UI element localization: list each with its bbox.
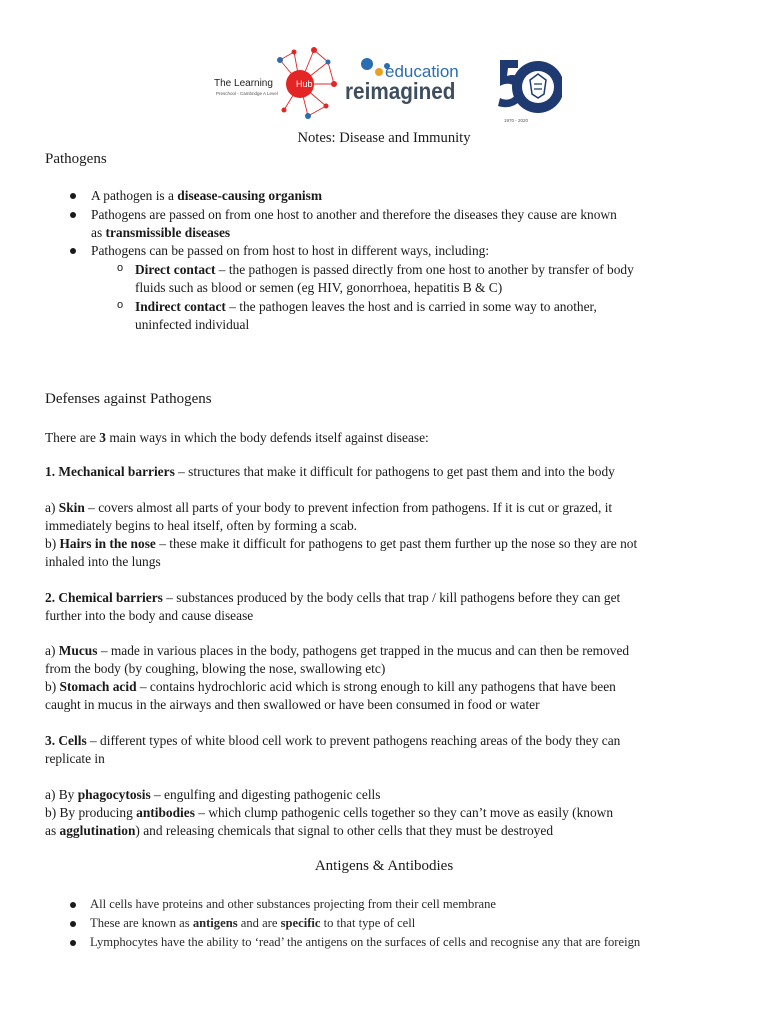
pathogen-bullet-2-line-1: Pathogens are passed on from one host to another and therefore the diseases they cause are known bbox=[91, 207, 617, 222]
anniversary-emblem-icon bbox=[492, 50, 562, 122]
antigens-bullet-1: All cells have proteins and other substances projecting from their cell membrane bbox=[90, 897, 497, 911]
bullet-dot bbox=[70, 921, 76, 927]
direct-contact-line-1: Direct contact – the pathogen is passed directly from one host to another by transfer of body bbox=[135, 262, 634, 277]
antibodies-line-1: b) By producing antibodies – which clump pathogenic cells together so they can’t move as easily (known bbox=[45, 805, 614, 820]
anniversary-50-logo bbox=[492, 50, 562, 122]
hairs-line-1: b) Hairs in the nose – these make it difficult for pathogens to get past them further up the nose so they are not bbox=[45, 536, 638, 551]
bullet-dot bbox=[70, 248, 76, 254]
antigens-bullet-2: These are known as antigens and are specific to that type of cell bbox=[90, 916, 416, 930]
education-reimagined-logo bbox=[345, 56, 495, 116]
hairs-line-2: inhaled into the lungs bbox=[45, 554, 161, 569]
sub-bullet-marker: o bbox=[117, 262, 124, 274]
defenses-intro: There are 3 main ways in which the body defends itself against disease: bbox=[45, 430, 429, 445]
stomach-acid-line-2: caught in mucus in the airways and then swallowed or have been consumed in food or water bbox=[45, 697, 540, 712]
hub-name: The Learning bbox=[214, 78, 273, 89]
pathogen-bullet-3: Pathogens can be passed on from host to host in different ways, including: bbox=[91, 243, 490, 258]
chemical-barriers-line-2: further into the body and cause disease bbox=[45, 608, 254, 623]
bullet-dot bbox=[70, 940, 76, 946]
anniversary-years: 1970 - 2020 bbox=[504, 118, 529, 123]
antigens-bullet-3: Lymphocytes have the ability to ‘read’ the antigens on the surfaces of cells and recognise any that are foreign bbox=[90, 935, 641, 949]
learning-hub-logo bbox=[210, 44, 345, 124]
mechanical-barriers: 1. Mechanical barriers – structures that make it difficult for pathogens to get past them and into the body bbox=[45, 464, 615, 479]
bullet-dot bbox=[70, 212, 76, 218]
section-heading-defenses: Defenses against Pathogens bbox=[45, 391, 212, 407]
mucus-line-1: a) Mucus – made in various places in the body, pathogens get trapped in the mucus and can then be removed bbox=[45, 643, 630, 658]
bullet-dot bbox=[70, 193, 76, 199]
pathogen-bullet-1: A pathogen is a disease-causing organism bbox=[91, 188, 322, 203]
bullet-dot bbox=[70, 902, 76, 908]
skin-line-2: immediately begins to heal itself, often by forming a scab. bbox=[45, 518, 357, 533]
indirect-contact-line-1: Indirect contact – the pathogen leaves the host and is carried in some way to another, bbox=[135, 299, 597, 314]
phagocytosis-line: a) By phagocytosis – engulfing and digesting pathogenic cells bbox=[45, 787, 381, 802]
skin-line-1: a) Skin – covers almost all parts of your body to prevent infection from pathogens. If it is cut or grazed, it bbox=[45, 500, 613, 515]
cells-line-2: replicate in bbox=[45, 751, 105, 766]
antibodies-line-2: as agglutination) and releasing chemicals that signal to other cells that they must be destroyed bbox=[45, 823, 554, 838]
header-logos bbox=[210, 44, 570, 124]
chemical-barriers-line-1: 2. Chemical barriers – substances produced by the body cells that trap / kill pathogens before they can get bbox=[45, 590, 621, 605]
hub-subtitle: Preschool - Cambridge A Level bbox=[216, 91, 278, 96]
section-heading-pathogens: Pathogens bbox=[45, 151, 107, 167]
page-title: Notes: Disease and Immunity bbox=[297, 130, 471, 146]
edu-bottom-text: reimagined bbox=[345, 78, 456, 104]
hub-word: Hub bbox=[296, 79, 313, 89]
indirect-contact-line-2: uninfected individual bbox=[135, 317, 250, 332]
section-heading-antigens: Antigens & Antibodies bbox=[314, 858, 454, 874]
stomach-acid-line-1: b) Stomach acid – contains hydrochloric acid which is strong enough to kill any pathogens that have been bbox=[45, 679, 616, 694]
direct-contact-line-2: fluids such as blood or semen (eg HIV, gonorrhoea, hepatitis B & C) bbox=[135, 280, 503, 295]
mucus-line-2: from the body (by coughing, blowing the nose, swallowing etc) bbox=[45, 661, 386, 676]
pathogen-bullet-2-line-2: as transmissible diseases bbox=[91, 225, 231, 240]
edu-top-text: education bbox=[385, 62, 459, 81]
sub-bullet-marker: o bbox=[117, 299, 124, 311]
cells-line-1: 3. Cells – different types of white blood cell work to prevent pathogens reaching areas of the body they can bbox=[45, 733, 621, 748]
